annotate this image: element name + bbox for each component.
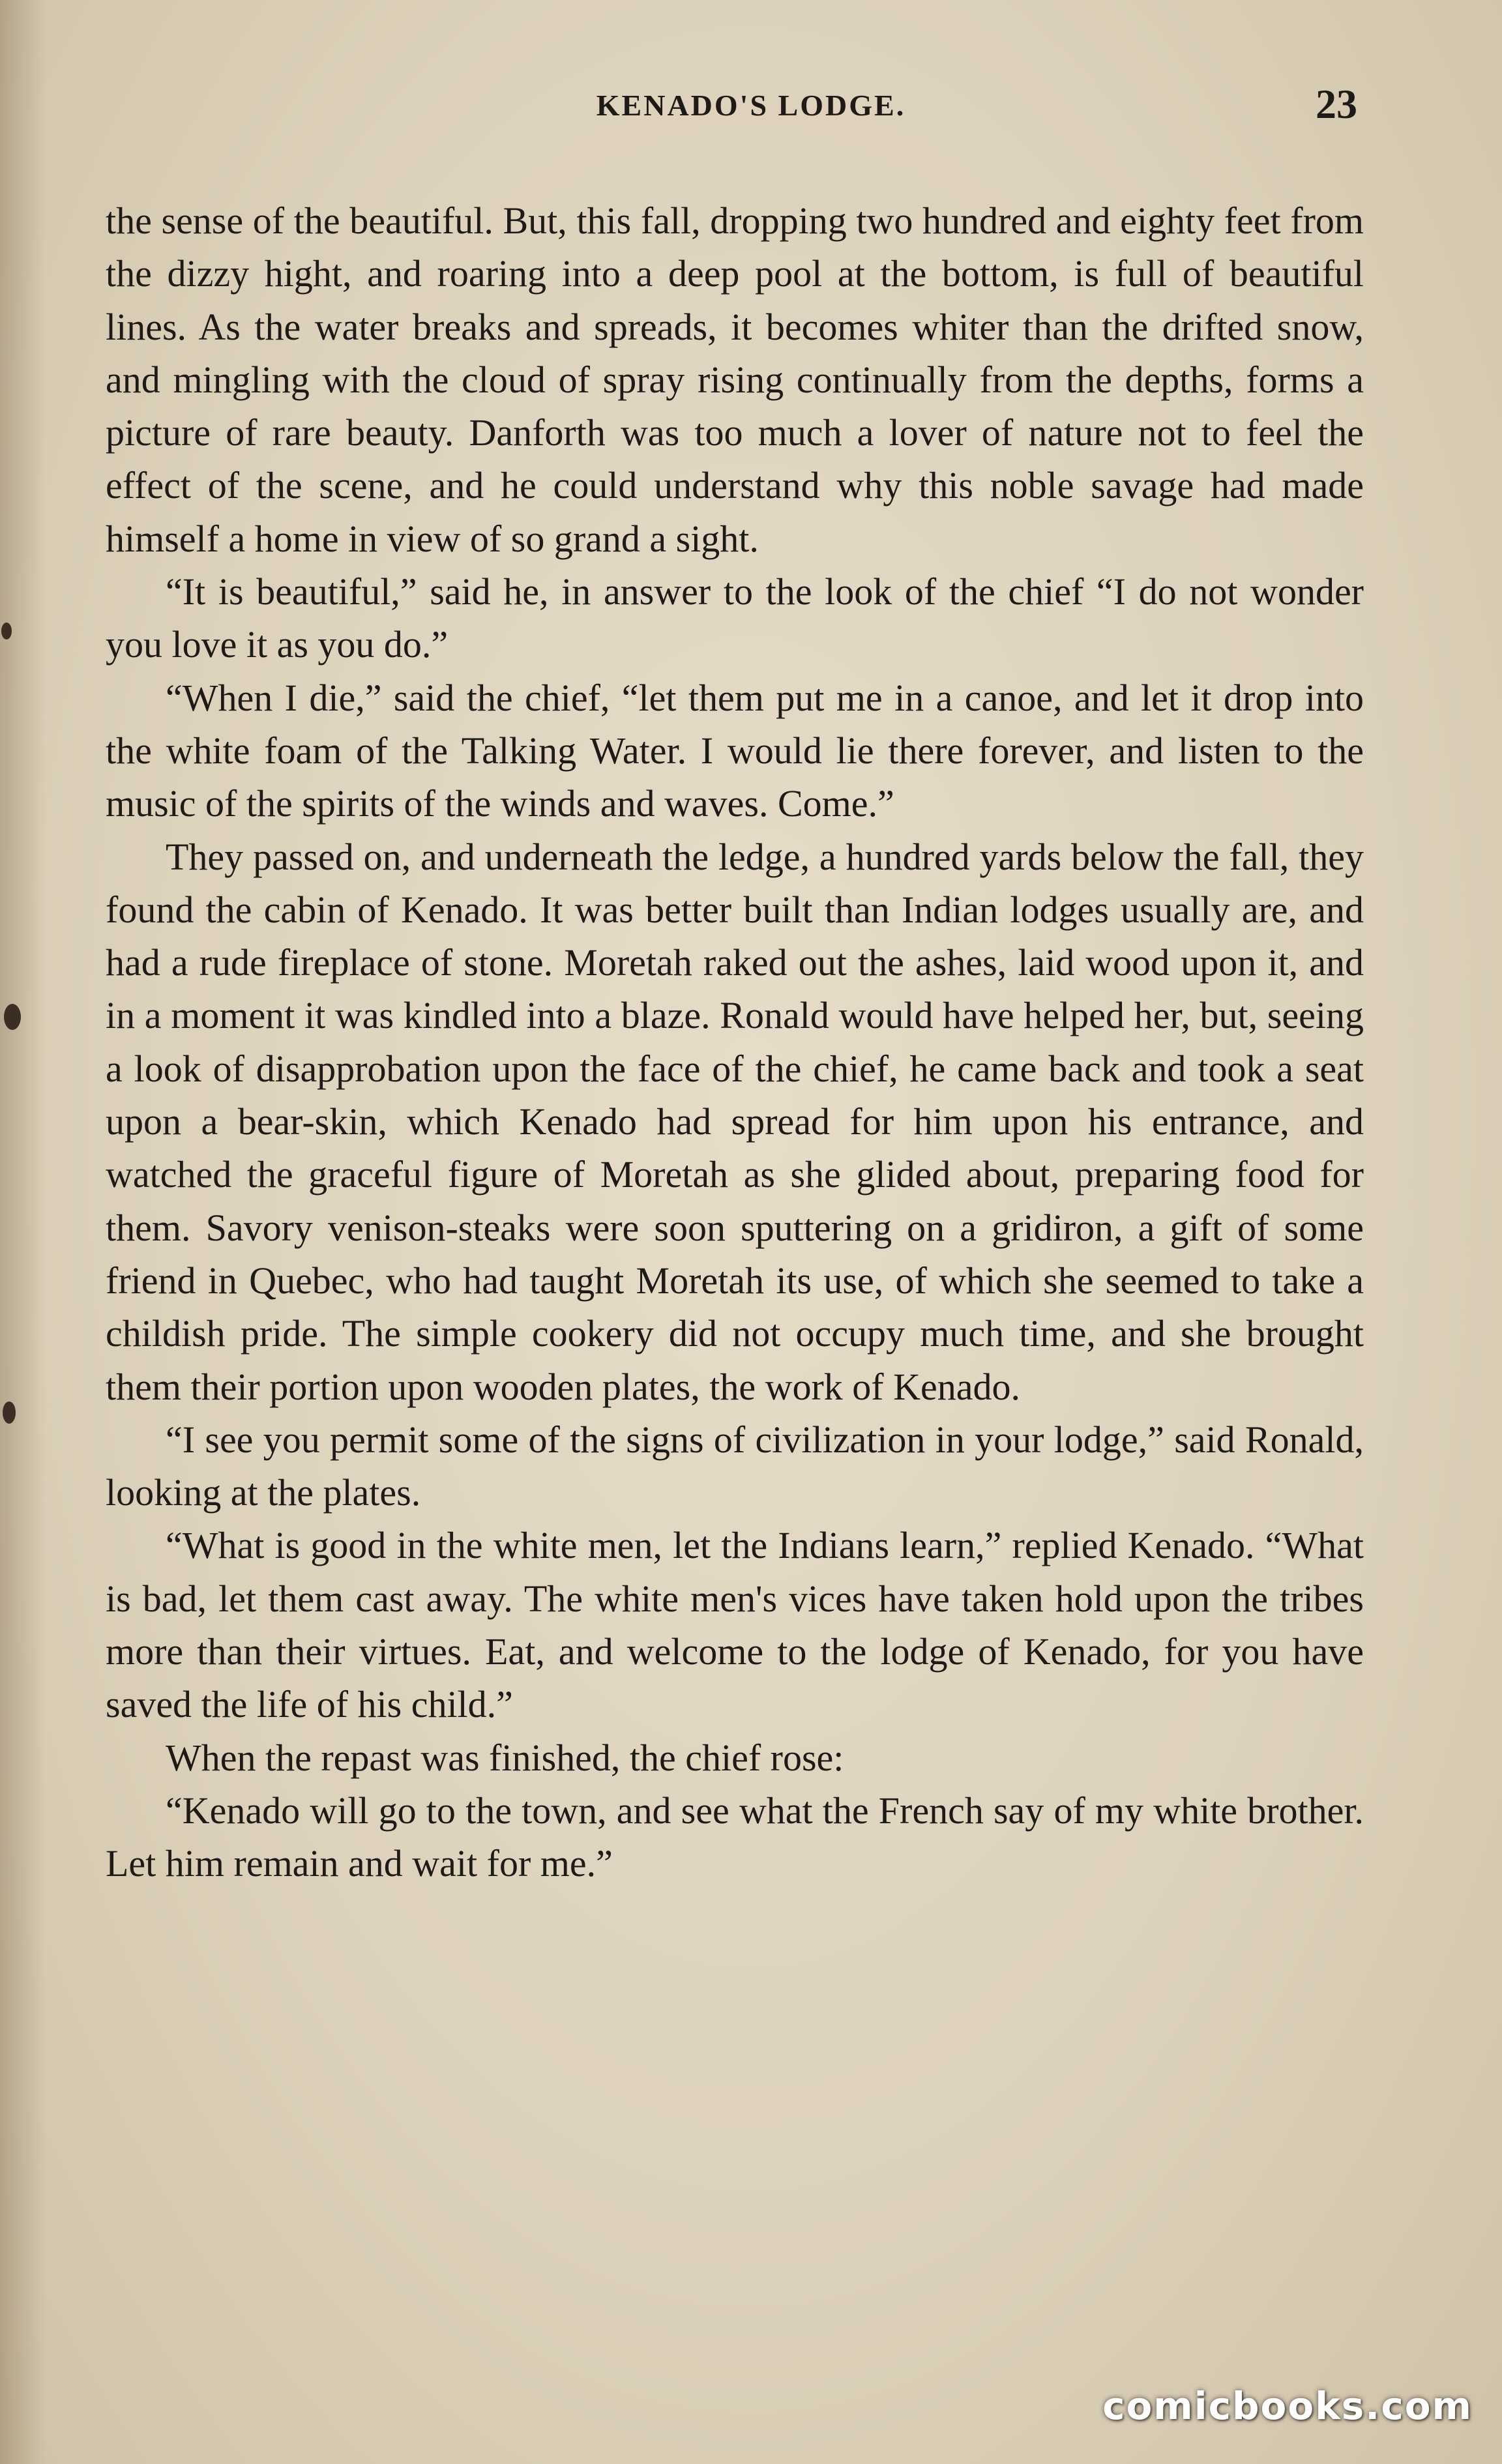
binding-hole xyxy=(4,1004,21,1030)
running-head: KENADO'S LODGE. xyxy=(596,89,906,122)
binding-hole xyxy=(1,623,12,639)
paragraph: “When I die,” said the chief, “let them put me in a canoe, and let it drop into the white foam of the Talking Water. I would lie there forever, and listen to the music of the spirits of the winds and waves. Come.” xyxy=(106,676,1364,825)
page-header xyxy=(0,81,1502,140)
binding-hole xyxy=(3,1401,16,1424)
page-edge-shadow xyxy=(0,0,46,2464)
paragraph: “Kenado will go to the town, and see what the French say of my white brother. Let him remain and wait for me.” xyxy=(106,1789,1364,1885)
watermark: comicbooks.com xyxy=(1102,2384,1473,2428)
paragraph: “I see you permit some of the signs of civilization in your lodge,” said Ronald, looking at the plates. xyxy=(106,1418,1364,1514)
paragraph: “What is good in the white men, let the Indians learn,” replied Kenado. “What is bad, let them cast away. The white men's vices have taken hold upon the tribes more than their virtues. Eat, and welcome to the lodge of Kenado, for you have saved the life of his child.” xyxy=(106,1524,1364,1726)
page-number: 23 xyxy=(1316,81,1357,127)
paragraph-continuation: the sense of the beautiful. But, this fall, dropping two hundred and eighty feet from the dizzy hight, and roaring into a deep pool at the bottom, is full of beautiful lines. As the water breaks and spreads, it becomes whiter than the drifted snow, and mingling with the cloud of spray rising continually from the depths, forms a picture of rare beauty. Danforth was too much a lover of nature not to feel the effect of the scene, and he could understand why this noble savage had made himself a home in view of so grand a sight. xyxy=(106,199,1364,560)
paragraph: They passed on, and underneath the ledge, a hundred yards below the fall, they found the cabin of Kenado. It was better built than Indian lodges usually are, and had a rude fireplace of stone. Moretah raked out the ashes, laid wood upon it, and in a moment it was kindled into a blaze. Ronald would have helped her, but, seeing a look of disapprobation upon the face of the chief, he came back and took a seat upon a bear-skin, which Kenado had spread for him upon his entrance, and watched the graceful figure of Moretah as she glided about, preparing food for them. Savory venison-steaks were soon sputtering on a gridiron, a gift of some friend in Quebec, who had taught Moretah its use, of which she seemed to take a childish pride. The simple cookery did not occupy much time, and she brought them their portion upon wooden plates, the work of Kenado. xyxy=(106,835,1364,1408)
paragraph: “It is beautiful,” said he, in answer to the look of the chief “I do not wonder you love it as you do.” xyxy=(106,570,1364,666)
paragraph: When the repast was finished, the chief rose: xyxy=(166,1736,844,1779)
body-text xyxy=(106,194,1364,1890)
